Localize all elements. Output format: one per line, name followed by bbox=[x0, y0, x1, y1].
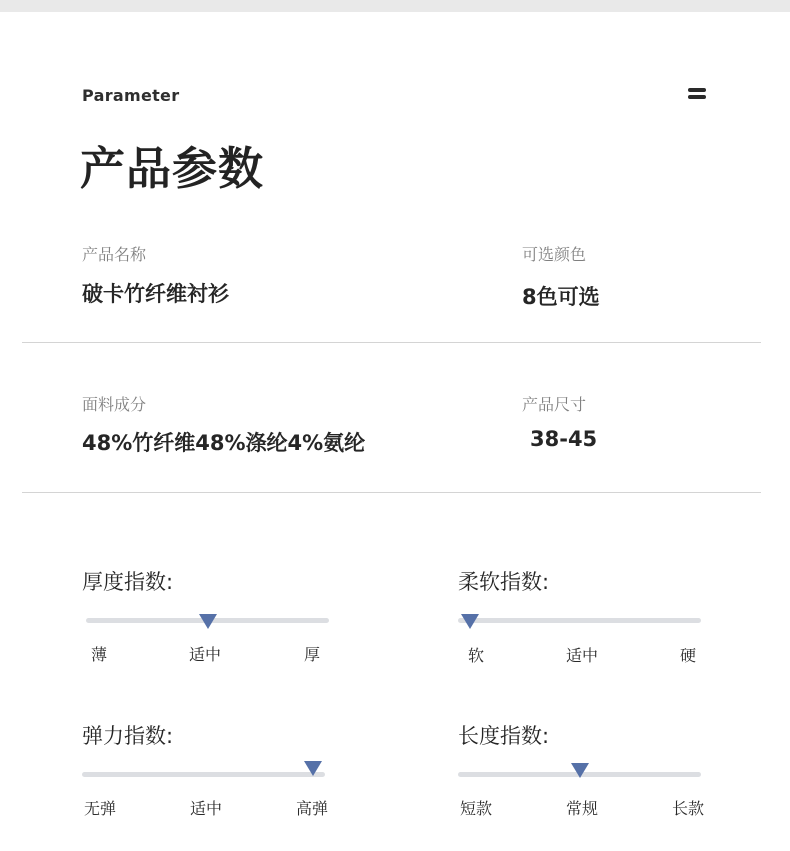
gauge-marker-elasticity bbox=[304, 761, 322, 776]
gauge-tick: 无弹 bbox=[83, 799, 117, 818]
divider bbox=[22, 492, 761, 493]
menu-icon-bar bbox=[688, 95, 706, 99]
param-value-fabric: 48%竹纤维48%涤纶4%氨纶 bbox=[82, 431, 366, 455]
gauge-marker-length bbox=[571, 763, 589, 778]
gauge-tick: 常规 bbox=[565, 799, 599, 818]
gauge-marker-softness bbox=[461, 614, 479, 629]
divider bbox=[22, 342, 761, 343]
param-value-size: 38-45 bbox=[530, 427, 598, 451]
gauge-title-length: 长度指数: bbox=[458, 724, 550, 748]
gauge-track-softness bbox=[458, 618, 701, 623]
param-label-fabric: 面料成分 bbox=[82, 395, 147, 414]
gauge-marker-thickness bbox=[199, 614, 217, 629]
param-label-name: 产品名称 bbox=[82, 245, 147, 264]
top-strip bbox=[0, 0, 790, 12]
gauge-tick: 软 bbox=[467, 646, 485, 665]
gauge-tick: 适中 bbox=[188, 645, 222, 664]
param-label-size: 产品尺寸 bbox=[522, 395, 587, 414]
gauge-title-thickness: 厚度指数: bbox=[82, 570, 174, 594]
menu-icon-bar bbox=[688, 88, 706, 92]
page-title: 产品参数 bbox=[80, 142, 265, 195]
gauge-tick: 厚 bbox=[303, 645, 321, 664]
gauge-track-elasticity bbox=[82, 772, 325, 777]
gauge-tick: 适中 bbox=[565, 646, 599, 665]
gauge-tick: 硬 bbox=[679, 646, 697, 665]
gauge-tick: 长款 bbox=[671, 799, 705, 818]
gauge-tick: 适中 bbox=[189, 799, 223, 818]
param-value-name: 破卡竹纤维衬衫 bbox=[82, 282, 229, 306]
section-eyebrow: Parameter bbox=[82, 86, 180, 105]
param-value-color: 8色可选 bbox=[522, 285, 600, 309]
menu-icon[interactable] bbox=[688, 88, 706, 100]
param-label-color: 可选颜色 bbox=[522, 245, 587, 264]
gauge-tick: 薄 bbox=[90, 645, 108, 664]
gauge-title-softness: 柔软指数: bbox=[458, 570, 550, 594]
gauge-tick: 短款 bbox=[459, 799, 493, 818]
gauge-title-elasticity: 弹力指数: bbox=[82, 724, 174, 748]
gauge-tick: 高弹 bbox=[295, 799, 329, 818]
